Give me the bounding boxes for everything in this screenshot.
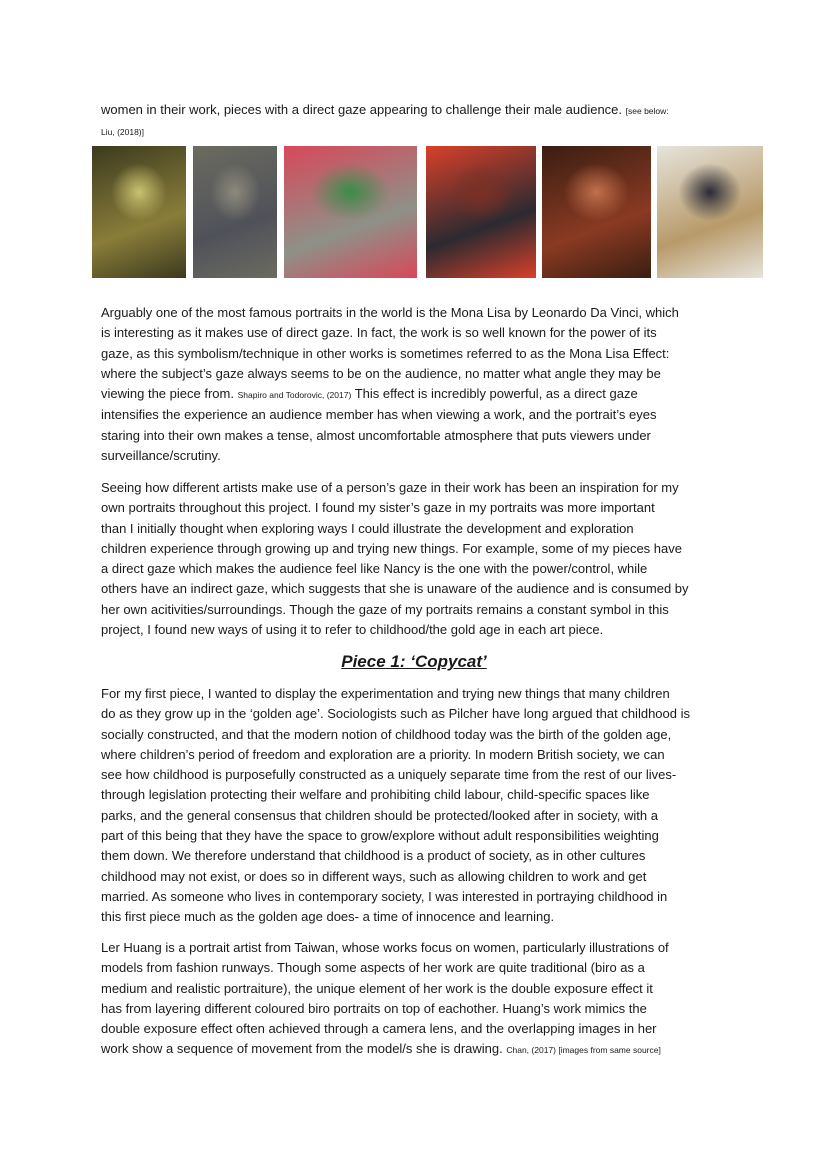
text-segment: is interesting as it makes use of direct gaze. In fact, the work is so well known for the power of its bbox=[101, 325, 657, 341]
text-segment: do as they grow up in the ‘golden age’. Sociologists such as Pilcher have long argued that childhood is bbox=[101, 706, 690, 722]
citation: Chan, (2017) [images from same source] bbox=[506, 1045, 661, 1056]
text-line bbox=[101, 478, 741, 498]
text-segment: Ler Huang is a portrait artist from Taiwan, whose works focus on women, particularly illustrations of bbox=[101, 940, 669, 955]
text-line bbox=[101, 539, 741, 559]
text-segment: gaze, as this symbolism/technique in other works is sometimes referred to as the Mona Lisa Effect: bbox=[101, 345, 670, 361]
portrait-image bbox=[657, 146, 763, 278]
text-line bbox=[101, 559, 741, 579]
portrait-image bbox=[542, 146, 651, 278]
text-segment: viewing the piece from. bbox=[101, 386, 238, 402]
text-line bbox=[101, 600, 741, 620]
text-line bbox=[101, 426, 741, 446]
text-segment: married. As someone who lives in contemporary society, I was interested in portraying childhood in bbox=[101, 888, 668, 904]
text-segment: through legislation protecting their welfare and prohibiting child labour, child-specific spaces like bbox=[101, 787, 650, 803]
text-line bbox=[101, 323, 741, 343]
citation: Shapiro and Todorovic, (2017) bbox=[237, 390, 352, 401]
text-line bbox=[101, 364, 741, 384]
text-segment: staring into their own makes a tense, almost uncomfortable atmosphere that puts viewers under bbox=[101, 427, 651, 443]
text-line bbox=[101, 100, 741, 121]
text-segment: childhood may not exist, or does so in different ways, such as allowing children to work and get bbox=[101, 868, 647, 884]
text-segment: others have an indirect gaze, which suggests that she is unaware of the audience and is consumed by bbox=[101, 581, 689, 597]
text-segment: Seeing how different artists make use of a person’s gaze in their work has been an inspiration for my bbox=[101, 480, 679, 495]
text-line bbox=[101, 958, 741, 978]
text-line bbox=[101, 498, 741, 518]
piece1-paragraph bbox=[101, 684, 741, 928]
text-segment: surveillance/scrutiny. bbox=[101, 448, 221, 464]
text-line bbox=[101, 745, 741, 765]
text-line bbox=[101, 344, 741, 364]
text-segment: has from layering different coloured biro portraits on top of eachother. Huang’s work mimics the bbox=[101, 1000, 647, 1016]
text-line bbox=[101, 121, 741, 142]
text-line bbox=[101, 846, 741, 866]
portrait-image bbox=[193, 146, 277, 278]
portrait-image bbox=[92, 146, 186, 278]
text-segment: For my first piece, I wanted to display the experimentation and trying new things that many children bbox=[101, 686, 670, 701]
text-line bbox=[101, 826, 741, 846]
text-line bbox=[101, 806, 741, 826]
text-line bbox=[101, 519, 741, 539]
text-segment: part of this being that they have the space to grow/explore without adult responsibilities weighting bbox=[101, 828, 659, 844]
text-segment: them down. We therefore understand that childhood is a product of society, as in other cultures bbox=[101, 848, 646, 864]
text-segment: work show a sequence of movement from the model/s she is drawing. bbox=[101, 1041, 507, 1057]
ler-huang-paragraph bbox=[101, 938, 741, 1061]
text-line bbox=[101, 725, 741, 745]
text-segment: socially constructed, and that the modern notion of childhood today was the birth of the golden age, bbox=[101, 726, 672, 742]
text-segment: own portraits throughout this project. I found my sister’s gaze in my portraits was more important bbox=[101, 500, 655, 516]
text-line bbox=[101, 704, 741, 724]
section-heading: Piece 1: ‘Copycat’ bbox=[341, 652, 487, 671]
text-segment: parks, and the general consensus that children should be protected/looked after in society, with a bbox=[101, 807, 658, 823]
portrait-image bbox=[426, 146, 536, 278]
text-line bbox=[101, 303, 741, 323]
text-line bbox=[101, 446, 741, 466]
text-segment: project, I found new ways of using it to refer to childhood/the gold age in each art piece. bbox=[101, 622, 604, 638]
text-segment: children experience through growing up and trying new things. For example, some of my pieces have bbox=[101, 540, 682, 556]
text-line bbox=[101, 384, 741, 405]
text-line bbox=[101, 405, 741, 425]
text-line bbox=[101, 887, 741, 907]
text-line bbox=[101, 620, 741, 640]
text-line bbox=[101, 979, 741, 999]
text-line bbox=[101, 1019, 741, 1039]
text-line bbox=[101, 785, 741, 805]
text-segment: where children’s period of freedom and exploration are a priority. In modern British society, we can bbox=[101, 746, 665, 762]
text-segment: This effect is incredibly powerful, as a direct gaze bbox=[351, 386, 638, 402]
text-line bbox=[101, 999, 741, 1019]
text-segment: see how childhood is purposefully constructed as a uniquely separate time from the rest of our lives- bbox=[101, 767, 677, 783]
text-segment: models from fashion runways. Though some aspects of her work are quite traditional (biro as a bbox=[101, 960, 645, 976]
text-segment: Arguably one of the most famous portraits in the world is the Mona Lisa by Leonardo Da Vinci, which bbox=[101, 305, 679, 320]
text-line bbox=[101, 907, 741, 927]
text-segment: a direct gaze which makes the audience feel like Nancy is the one with the power/control, while bbox=[101, 561, 648, 577]
text-line bbox=[101, 684, 741, 704]
citation: Liu, (2018)] bbox=[101, 127, 144, 138]
gaze-inspiration-paragraph bbox=[101, 478, 741, 640]
text-line bbox=[101, 579, 741, 599]
text-segment: her own acitivities/surroundings. Though the gaze of my portraits remains a constant symbol in this bbox=[101, 601, 669, 617]
text-segment: women in their work, pieces with a direct gaze appearing to challenge their male audience. bbox=[101, 102, 626, 117]
text-segment: medium and realistic portraiture), the unique element of her work is the double exposure effect it bbox=[101, 980, 653, 996]
mona-lisa-paragraph bbox=[101, 303, 741, 466]
text-segment: where the subject’s gaze always seems to be on the audience, no matter what angle they may be bbox=[101, 365, 661, 381]
text-line bbox=[101, 765, 741, 785]
text-line bbox=[101, 1039, 741, 1060]
text-segment: this first piece much as the golden age does- a time of innocence and learning. bbox=[101, 909, 555, 925]
text-segment: double exposure effect often achieved through a camera lens, and the overlapping images in her bbox=[101, 1021, 657, 1037]
text-line bbox=[101, 867, 741, 887]
portrait-image bbox=[284, 146, 417, 278]
intro-paragraph bbox=[101, 100, 741, 143]
text-line bbox=[101, 938, 741, 958]
citation: [see below: bbox=[625, 106, 669, 116]
text-segment: than I initially thought when exploring ways I could illustrate the development and exploration bbox=[101, 520, 634, 536]
text-segment: intensifies the experience an audience member has when viewing a work, and the portrait’s eyes bbox=[101, 407, 657, 423]
